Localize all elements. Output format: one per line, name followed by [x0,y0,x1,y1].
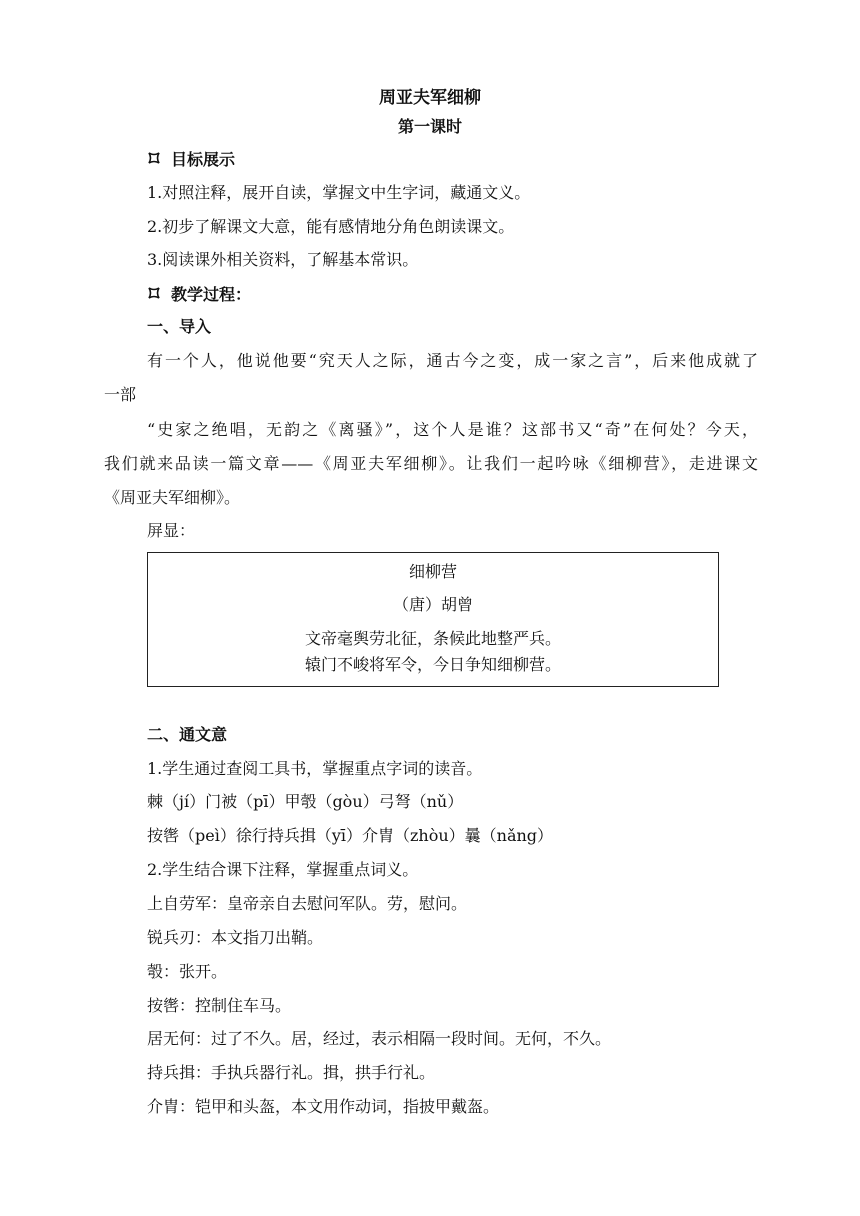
poem-line: 文帝毫舆劳北征，条候此地整严兵。 [304,629,561,648]
section2-item: 持兵揖：手执兵器行礼。揖，拱手行礼。 [147,1063,436,1082]
section2-item: 2.学生结合课下注释，掌握重点词义。 [147,860,419,879]
intro-heading: 一、导入 [147,317,212,336]
section2-item: 1.学生通过查阅工具书，掌握重点字词的读音。 [147,759,483,778]
goals-heading-text: 目标展示 [171,150,236,169]
process-heading [147,285,251,305]
goal-item: 3.阅读课外相关资料，了解基本常识。 [147,250,419,269]
process-heading-text: 教学过程： [171,285,252,304]
intro-paragraph-line: 一部 [104,385,137,404]
section2-item: 锐兵刃：本文指刀出鞘。 [147,928,324,947]
section2-item: 按辔：控制住车马。 [147,996,292,1015]
intro-paragraph-line: 我们就来品读一篇文章——《周亚夫军细柳》。让我们一起吟咏《细柳营》，走进课文 [104,454,758,473]
ornament-bullet-icon [147,285,161,305]
section2-item: 彀：张开。 [147,962,228,981]
screen-label: 屏显： [147,521,196,540]
poem-box [147,552,719,687]
intro-paragraph-line: “史家之绝唱，无韵之《离骚》”，这个人是谁？这部书又“奇”在何处？今天， [147,420,758,439]
poem-title: 细柳营 [408,562,457,581]
poem-author: （唐）胡曾 [392,595,473,614]
goal-item: 2.初步了解课文大意，能有感情地分角色朗读课文。 [147,217,515,236]
ornament-bullet-icon [147,150,161,170]
section2-item: 介胄：铠甲和头盔，本文用作动词，指披甲戴盔。 [147,1097,500,1116]
section2-heading: 二、通文意 [147,725,228,744]
section2-item: 上自劳军：皇帝亲自去慰问军队。劳，慰问。 [147,894,468,913]
section2-item: 居无何：过了不久。居，经过，表示相隔一段时间。无何，不久。 [147,1029,612,1048]
page-title: 周亚夫军细柳 [379,88,481,108]
section2-item: 棘（jí）门被（pī）甲彀（gòu）弓弩（nǔ） [147,792,464,811]
section2-item: 按辔（peì）徐行持兵揖（yī）介胄（zhòu）曩（nǎng） [147,826,554,845]
poem-line: 辕门不峻将军令，今日争知细柳营。 [304,655,561,674]
goal-item: 1.对照注释，展开自读，掌握文中生字词，藏通文义。 [147,183,531,202]
goals-heading [147,150,235,170]
page-subtitle: 第一课时 [397,117,462,136]
intro-paragraph-line: 《周亚夫军细柳》。 [104,488,241,507]
intro-paragraph-line: 有一个人，他说他要“究天人之际，通古今之变，成一家之言”，后来他成就了 [147,351,758,370]
